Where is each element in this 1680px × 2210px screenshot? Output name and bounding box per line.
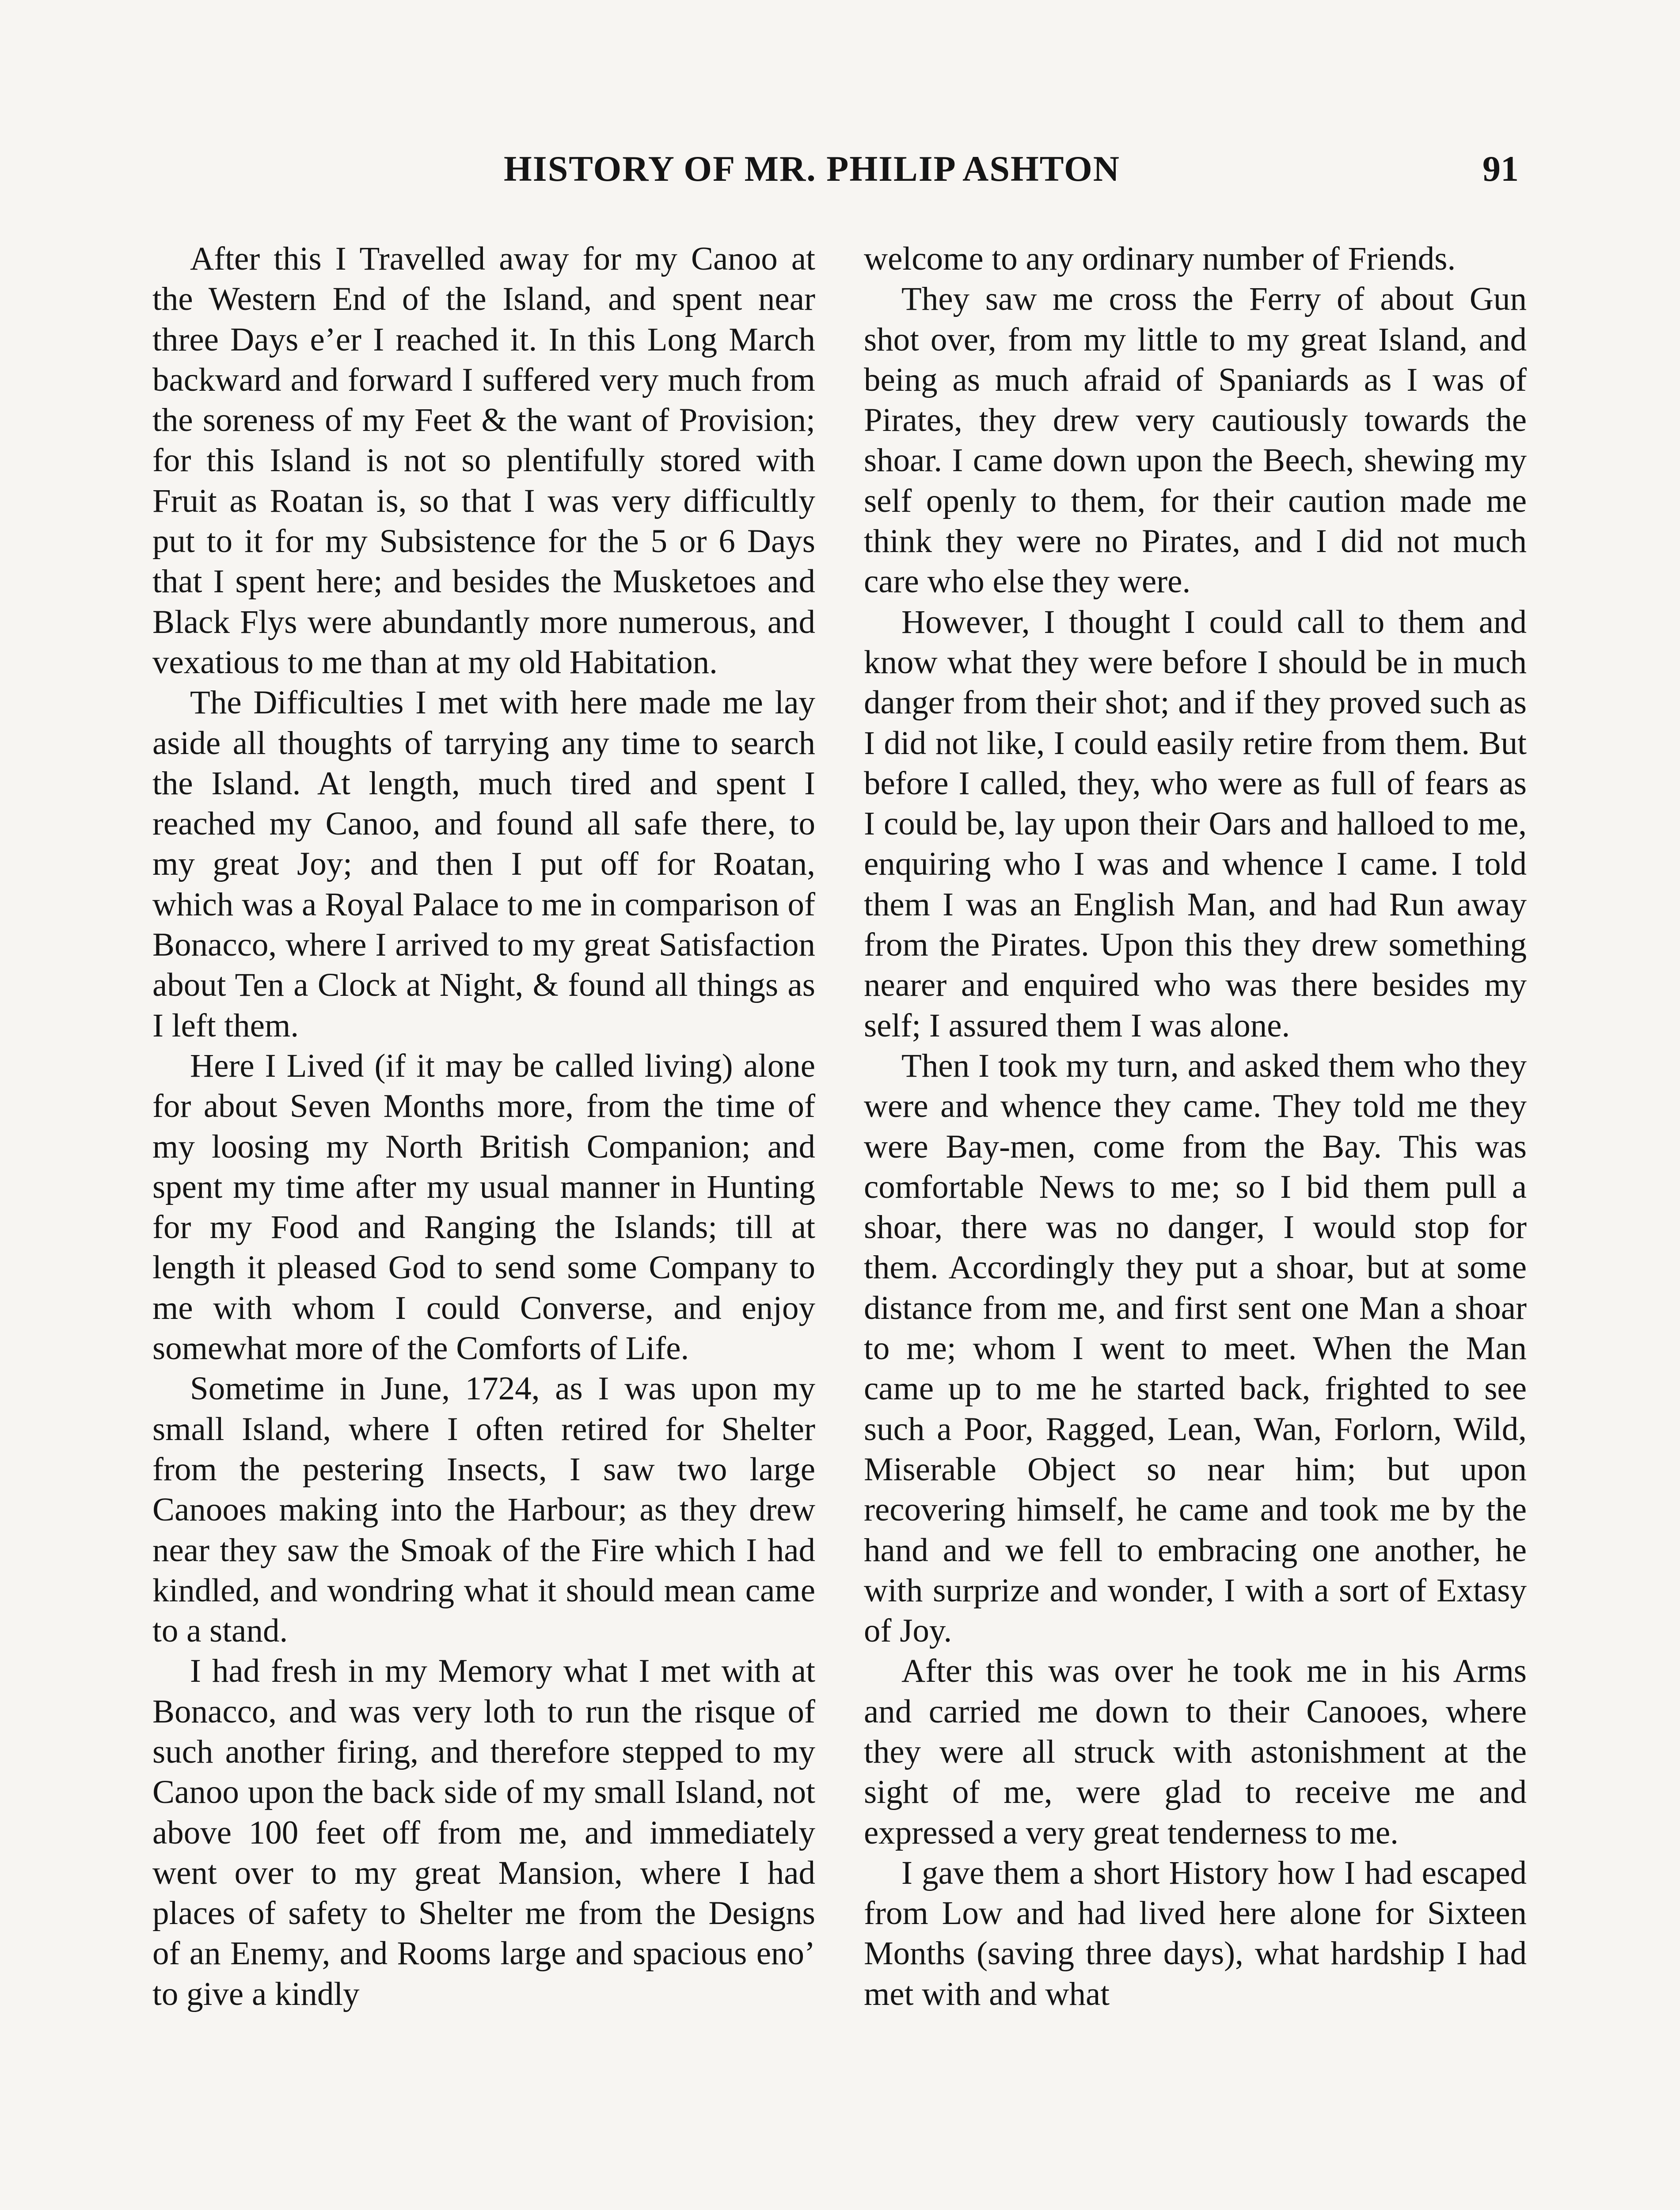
paragraph-continuation: welcome to any ordinary number of Friends. — [864, 240, 1456, 277]
paragraph: Then I took my turn, and asked them who they were and whence they came. They told me they were Bay-men, come from the Bay. This was comfortable News to me; so I bid them pull a shoar, there was no danger, I would stop for them. Accordingly they put a shoar, but at some distance from me, and first sent one Man a shoar to me; whom I went to meet. When the Man came up to me he started back, frighted to see such a Poor, Ragged, Lean, Wan, Forlorn, Wild, Miserable Object so near him; but upon recovering himself, he came and took me by the hand and we fell to embracing one another, he with surprize and wonder, I with a sort of Extasy of Joy. — [864, 1047, 1527, 1650]
paragraph: I gave them a short History how I had escaped from Low and had lived here alone for Sixteen Months (saving three days), what hardship I had met with and what — [864, 1854, 1527, 2012]
running-title: HISTORY OF MR. PHILIP ASHTON — [504, 149, 1120, 189]
paragraph: The Difficulties I met with here made me lay aside all thoughts of tarrying any time to search the Island. At length, much tired and spent I reached my Canoo, and found all safe there, to my great Joy; and then I put off for Roatan, which was a Royal Palace to me in comparison of Bonacco, where I arrived to my great Satisfaction about Ten a Clock at Night, & found all things as I left them. — [152, 684, 815, 1044]
page-header — [0, 148, 1680, 197]
paragraph: Here I Lived (if it may be called living) alone for about Seven Months more, from the time of my loosing my North British Companion; and spent my time after my usual manner in Hunting for my Food and Ranging the Islands; till at length it pleased God to send some Company to me with whom I could Converse, and enjoy somewhat more of the Comforts of Life. — [152, 1047, 815, 1367]
paragraph: Sometime in June, 1724, as I was upon my small Island, where I often retired for Shelter from the pestering Insects, I saw two large Canooes making into the Harbour; as they drew near they saw the Smoak of the Fire which I had kindled, and wondring what it should mean came to a stand. — [152, 1370, 815, 1650]
paragraph: I had fresh in my Memory what I met with at Bonacco, and was very loth to run the risque of such another firing, and therefore stepped to my Canoo upon the back side of my small Island, not above 100 feet off from me, and immediately went over to my great Mansion, where I had places of safety to Shelter me from the Designs of an Enemy, and Rooms large and spacious eno’ to give a kindly — [152, 1653, 815, 2012]
right-column — [864, 239, 1527, 2014]
paragraph: However, I thought I could call to them and know what they were before I should be in much danger from their shot; and if they proved such as I did not like, I could easily retire from them. But before I called, they, who were as full of fears as I could be, lay upon their Oars and halloed to me, enquiring who I was and whence I came. I told them I was an English Man, and had Run away from the Pirates. Upon this they drew something nearer and enquired who was there besides my self; I assured them I was alone. — [864, 603, 1527, 1044]
page-number: 91 — [1482, 149, 1519, 189]
left-column — [152, 239, 815, 2014]
paragraph: After this was over he took me in his Arms and carried me down to their Canooes, where they were all struck with astonishment at the sight of me, were glad to receive me and expressed a very great tenderness to me. — [864, 1653, 1527, 1851]
paragraph: After this I Travelled away for my Canoo at the Western End of the Island, and spent near three Days e’er I reached it. In this Long March backward and forward I suffered very much from the soreness of my Feet & the want of Provision; for this Island is not so plentifully stored with Fruit as Roatan is, so that I was very difficultly put to it for my Subsistence for the 5 or 6 Days that I spent here; and besides the Musketoes and Black Flys were abundantly more numerous, and vexatious to me than at my old Habitation. — [152, 240, 815, 681]
paragraph: They saw me cross the Ferry of about Gun shot over, from my little to my great Island, and being as much afraid of Spaniards as I was of Pirates, they drew very cautiously towards the shoar. I came down upon the Beech, shewing my self openly to them, for their caution made me think they were no Pirates, and I did not much care who else they were. — [864, 281, 1527, 600]
